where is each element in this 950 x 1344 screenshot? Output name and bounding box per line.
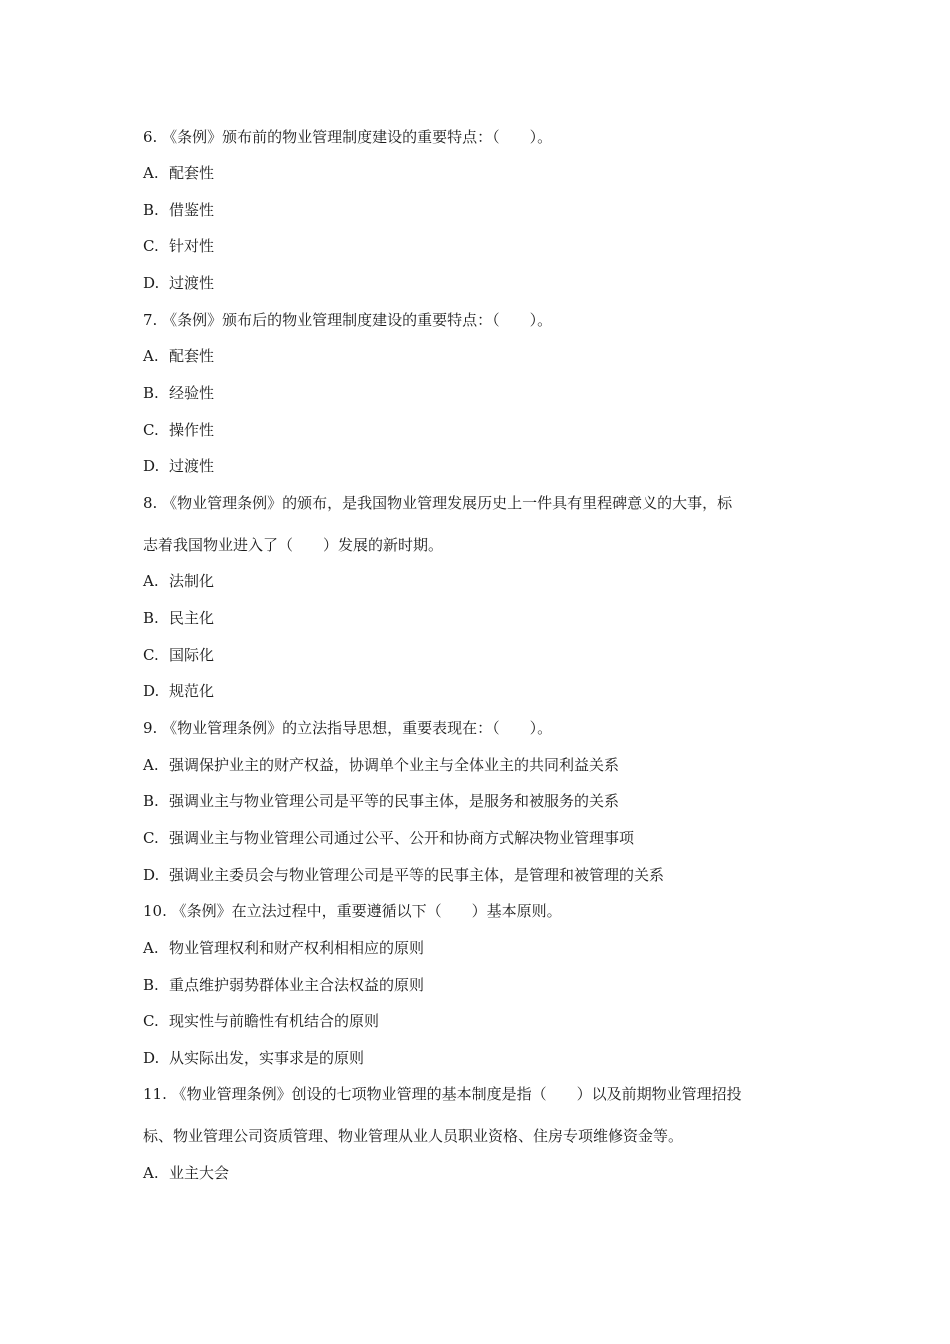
option-letter: A.: [143, 939, 159, 957]
question-8-option-d: [143, 681, 214, 701]
option-letter: B.: [143, 384, 159, 402]
question-6-option-a: [143, 163, 214, 183]
option-text: 配套性: [169, 164, 215, 182]
option-text: 过渡性: [169, 274, 215, 292]
question-11-stem-line-1: 11. 《物业管理条例》创设的七项物业管理的基本制度是指（ ）以及前期物业管理招投: [143, 1085, 742, 1103]
option-text: 现实性与前瞻性有机结合的原则: [169, 1012, 380, 1030]
option-letter: C.: [143, 421, 159, 439]
option-text: 强调业主委员会与物业管理公司是平等的民事主体，是管理和被管理的关系: [169, 866, 665, 884]
question-9-stem: 9. 《物业管理条例》的立法指导思想，重要表现在：（ ）。: [143, 719, 553, 737]
option-letter: A.: [143, 347, 159, 365]
question-9-option-c: [143, 828, 634, 848]
option-letter: C.: [143, 646, 159, 664]
question-10-option-b: [143, 975, 424, 995]
option-letter: A.: [143, 572, 159, 590]
question-10-option-d: [143, 1048, 364, 1068]
option-text: 重点维护弱势群体业主合法权益的原则: [169, 976, 425, 994]
question-6-option-d: [143, 273, 214, 293]
option-text: 强调业主与物业管理公司通过公平、公开和协商方式解决物业管理事项: [169, 829, 635, 847]
option-text: 从实际出发，实事求是的原则: [169, 1049, 365, 1067]
option-text: 针对性: [169, 237, 215, 255]
question-7-option-c: [143, 420, 214, 440]
question-10-option-a: [143, 938, 424, 958]
question-11-stem-line-2: 标、物业管理公司资质管理、物业管理从业人员职业资格、住房专项维修资金等。: [143, 1127, 684, 1145]
question-7-stem: 7. 《条例》颁布后的物业管理制度建设的重要特点：（ ）。: [143, 311, 553, 329]
option-letter: B.: [143, 201, 159, 219]
option-letter: A.: [143, 756, 159, 774]
question-8-option-b: [143, 608, 214, 628]
question-7-option-a: [143, 346, 214, 366]
question-8-stem-line-1: 8. 《物业管理条例》的颁布，是我国物业管理发展历史上一件具有里程碑意义的大事，标: [143, 494, 733, 512]
option-letter: C.: [143, 829, 159, 847]
question-9-option-a: [143, 755, 619, 775]
option-text: 业主大会: [169, 1164, 230, 1182]
question-6-stem: 6. 《条例》颁布前的物业管理制度建设的重要特点：（ ）。: [143, 128, 553, 146]
question-8-stem-line-2: 志着我国物业进入了（ ）发展的新时期。: [143, 536, 444, 554]
option-text: 配套性: [169, 347, 215, 365]
option-text: 强调保护业主的财产权益，协调单个业主与全体业主的共同利益关系: [169, 756, 620, 774]
option-text: 操作性: [169, 421, 215, 439]
option-text: 国际化: [169, 646, 215, 664]
question-10-option-c: [143, 1011, 379, 1031]
option-letter: A.: [143, 1164, 159, 1182]
option-text: 强调业主与物业管理公司是平等的民事主体，是服务和被服务的关系: [169, 792, 620, 810]
option-letter: D.: [143, 1049, 160, 1067]
option-letter: D.: [143, 274, 160, 292]
option-text: 物业管理权利和财产权利相相应的原则: [169, 939, 425, 957]
question-9-option-b: [143, 791, 619, 811]
option-letter: D.: [143, 866, 160, 884]
option-letter: D.: [143, 682, 160, 700]
question-6-option-c: [143, 236, 214, 256]
question-7-option-b: [143, 383, 214, 403]
question-8-option-c: [143, 645, 214, 665]
question-7-option-d: [143, 456, 214, 476]
question-6-option-b: [143, 200, 214, 220]
option-letter: A.: [143, 164, 159, 182]
option-text: 过渡性: [169, 457, 215, 475]
option-letter: B.: [143, 609, 159, 627]
option-text: 法制化: [169, 572, 215, 590]
option-text: 民主化: [169, 609, 215, 627]
option-letter: B.: [143, 976, 159, 994]
question-8-option-a: [143, 571, 214, 591]
question-10-stem: 10. 《条例》在立法过程中，重要遵循以下（ ）基本原则。: [143, 902, 562, 920]
question-9-option-d: [143, 865, 664, 885]
option-letter: C.: [143, 1012, 159, 1030]
option-letter: C.: [143, 237, 159, 255]
question-11-option-a: [143, 1163, 229, 1183]
option-letter: D.: [143, 457, 160, 475]
option-text: 借鉴性: [169, 201, 215, 219]
option-text: 经验性: [169, 384, 215, 402]
option-text: 规范化: [169, 682, 215, 700]
option-letter: B.: [143, 792, 159, 810]
